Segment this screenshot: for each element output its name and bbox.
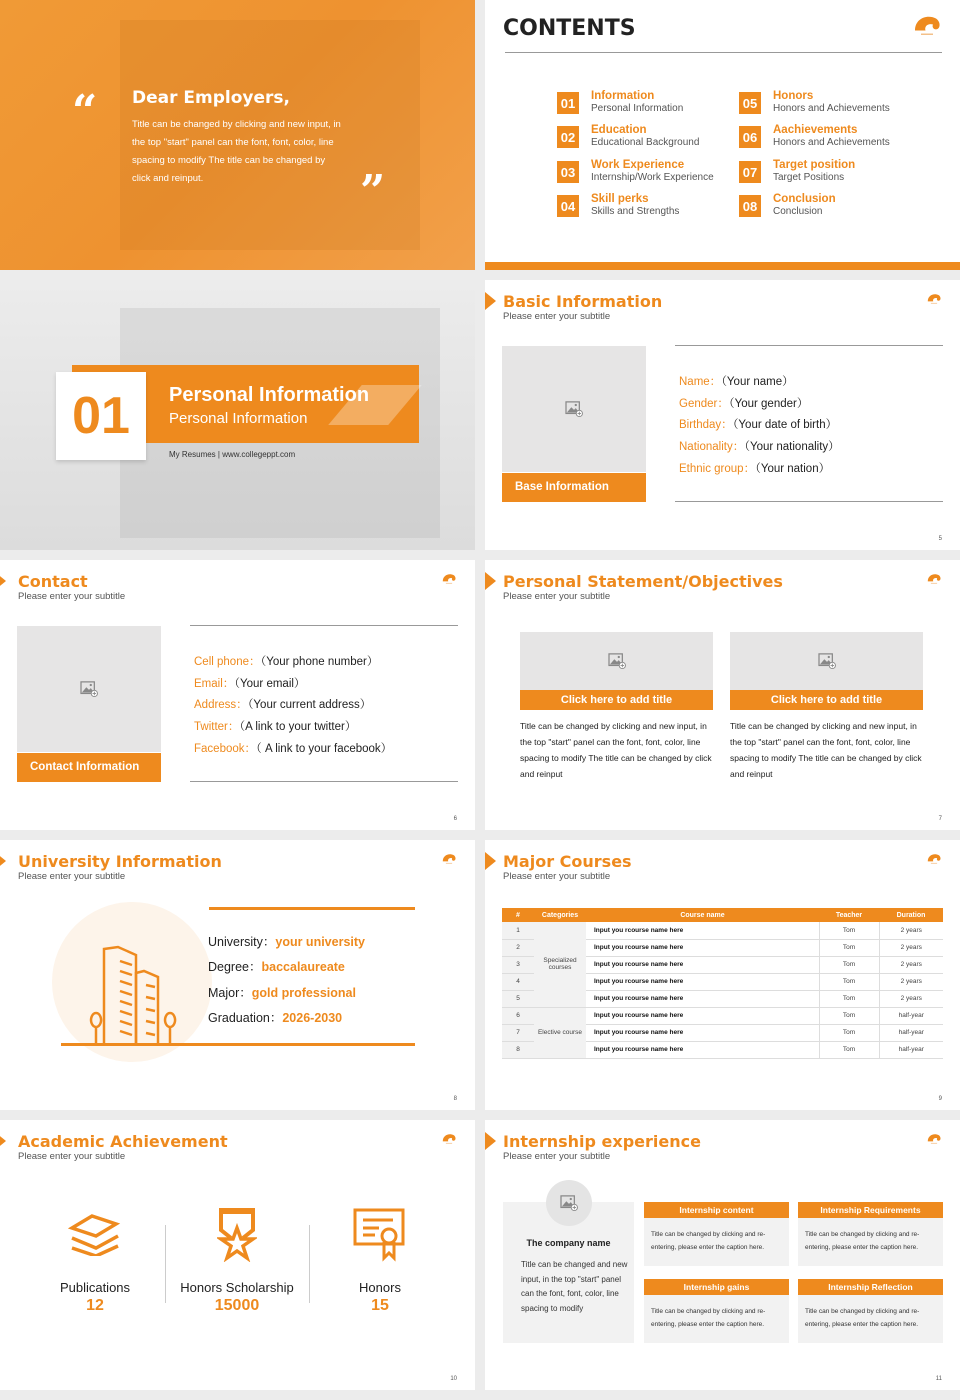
field-twitter: Twitter：（A link to your twitter） — [194, 721, 357, 734]
university-fields: University：your university Degree：baccalaureate Major：gold professional Graduation：2026-2030 — [208, 935, 365, 1025]
slide-title: Internship experience — [503, 1132, 701, 1151]
slide-title: University Information — [18, 852, 222, 871]
title-arrow-icon — [0, 572, 6, 590]
contents-item[interactable] — [739, 159, 855, 183]
close-quote-icon: ” — [360, 166, 386, 217]
add-image-icon — [560, 1195, 578, 1211]
image-placeholder[interactable] — [520, 632, 713, 690]
slide-title: Contact — [18, 572, 88, 591]
brand-logo-icon — [441, 572, 457, 586]
brand-logo-icon — [441, 1132, 457, 1146]
contents-item[interactable] — [739, 193, 836, 217]
add-image-icon — [80, 681, 98, 697]
page-number: 11 — [935, 1376, 942, 1382]
table-row: 6 Elective course Input you rcourse name here Tom half-year — [502, 1007, 943, 1024]
contents-sub: Honors and Achievements — [773, 137, 890, 148]
contents-item[interactable] — [739, 90, 890, 114]
contents-number: 08 — [739, 195, 761, 217]
add-image-icon — [608, 653, 626, 669]
box-title: Internship content — [644, 1202, 789, 1218]
internship-box — [644, 1202, 789, 1266]
contents-label: Education — [591, 124, 647, 136]
internship-box — [798, 1202, 943, 1266]
title-arrow-icon — [485, 572, 496, 590]
section-subtitle: Personal Information — [169, 410, 308, 427]
add-image-icon — [818, 653, 836, 669]
image-placeholder[interactable] — [17, 626, 161, 752]
internship-box — [644, 1279, 789, 1343]
page-number: 5 — [938, 536, 942, 542]
divider — [675, 501, 943, 502]
medal-icon — [217, 1208, 257, 1262]
box-text: Title can be changed by clicking and re-entering, please enter the caption here. — [651, 1231, 766, 1251]
brand-logo-icon — [441, 852, 457, 866]
basic-fields — [679, 372, 859, 481]
slide-major-courses — [485, 840, 960, 1110]
table-row: 5 Input you rcourse name here Tom 2 years — [502, 990, 943, 1007]
certificate-icon — [353, 1208, 407, 1262]
table-row: 2 Input you rcourse name here Tom 2 years — [502, 939, 943, 956]
contents-sub: Honors and Achievements — [773, 103, 890, 114]
field-nationality: Nationality：（Your nationality） — [679, 441, 840, 454]
books-icon — [68, 1208, 122, 1256]
brand-logo-icon — [926, 572, 942, 586]
slide-university-information — [0, 840, 475, 1110]
contents-sub: Personal Information — [591, 103, 684, 114]
slide-title: Basic Information — [503, 292, 663, 311]
contents-number: 02 — [557, 126, 579, 148]
achievement-publications: Publications 12 — [25, 1208, 165, 1315]
slide-subtitle: Please enter your subtitle — [503, 311, 611, 322]
field-facebook: Facebook：（ A link to your facebook） — [194, 742, 393, 755]
category-cell: Specialized courses — [534, 922, 586, 1007]
contents-title: CONTENTS — [503, 16, 636, 41]
contents-item[interactable] — [557, 193, 679, 217]
box-title: Internship Reflection — [798, 1279, 943, 1295]
photo-card[interactable] — [502, 346, 646, 502]
slide-cover-letter — [0, 0, 475, 270]
card-text: Title can be changed by clicking and new input, in the top "start" panel can the font, font, color, line spacing to modify The title can be changed by click and reinput — [520, 721, 712, 779]
field-ethnic-group: Ethnic group：（Your nation） — [679, 462, 831, 475]
contents-sub: Target Positions — [773, 172, 845, 183]
slide-contents — [485, 0, 960, 262]
company-logo-placeholder[interactable] — [546, 1180, 592, 1226]
title-arrow-icon — [485, 292, 496, 310]
buildings-icon — [88, 945, 178, 1045]
title-arrow-icon — [0, 1132, 6, 1150]
card-title[interactable]: Click here to add title — [730, 690, 923, 710]
field-address: Address：（Your current address） — [194, 699, 372, 712]
slide-basic-information — [485, 280, 960, 550]
title-arrow-icon — [485, 852, 496, 870]
divider — [505, 52, 942, 53]
table-row: 3 Input you rcourse name here Tom 2 years — [502, 956, 943, 973]
contents-item[interactable] — [739, 124, 890, 148]
page-number: 9 — [938, 1096, 942, 1102]
statement-card — [520, 632, 713, 782]
cover-body-text: Title can be changed by clicking and new input, in the top "start" panel can the font, font, color, line spacing to modify The title can be changed by click and reinput. — [132, 119, 341, 184]
contents-label: Information — [591, 90, 655, 102]
divider — [190, 781, 458, 782]
contact-fields — [194, 652, 454, 761]
box-text: Title can be changed by clicking and re-entering, please enter the caption here. — [805, 1308, 920, 1328]
contents-number: 07 — [739, 161, 761, 183]
table-row: 4 Input you rcourse name here Tom 2 years — [502, 973, 943, 990]
title-arrow-icon — [485, 1132, 496, 1150]
section-title: Personal Information — [169, 384, 370, 406]
contents-item[interactable] — [557, 159, 714, 183]
field-cell-phone: Cell phone：（Your phone number） — [194, 656, 379, 668]
category-cell: Elective course — [534, 1007, 586, 1058]
contents-sub: Skills and Strengths — [591, 206, 680, 217]
achievement-scholarship: Honors Scholarship 15000 — [167, 1208, 307, 1315]
divider — [675, 345, 943, 346]
page-number: 10 — [450, 1376, 457, 1382]
slide-subtitle: Please enter your subtitle — [503, 871, 611, 882]
contents-number: 01 — [557, 92, 579, 114]
box-text: Title can be changed by clicking and re-entering, please enter the caption here. — [805, 1231, 920, 1251]
company-text: Title can be changed and new input, in the top "start" panel can the font, font, color, line spacing to modify — [521, 1260, 628, 1313]
add-image-icon — [565, 401, 583, 417]
brand-logo-icon — [926, 852, 942, 866]
slide-personal-statement — [485, 560, 960, 830]
page-number: 6 — [453, 816, 457, 822]
contents-sub: Educational Background — [591, 137, 700, 148]
slide-subtitle: Please enter your subtitle — [18, 591, 126, 602]
box-title: Internship gains — [644, 1279, 789, 1295]
divider — [190, 625, 458, 626]
contents-number: 05 — [739, 92, 761, 114]
divider — [165, 1225, 166, 1303]
brand-logo-icon — [912, 12, 942, 40]
contents-number: 06 — [739, 126, 761, 148]
slide-academic-achievement — [0, 1120, 475, 1390]
field-birthday: Birthday：（Your date of birth） — [679, 419, 838, 432]
internship-box — [798, 1279, 943, 1343]
page-number: 7 — [938, 816, 942, 822]
statement-card — [730, 632, 923, 782]
brand-logo-icon — [926, 292, 942, 306]
table-row: 8 Input you rcourse name here Tom half-year — [502, 1041, 943, 1058]
courses-table — [502, 908, 943, 1059]
slide-subtitle: Please enter your subtitle — [503, 1151, 611, 1162]
section-footer: My Resumes | www.collegeppt.com — [169, 450, 296, 459]
slide-subtitle: Please enter your subtitle — [18, 1151, 126, 1162]
photo-caption: Contact Information — [17, 753, 161, 782]
field-email: Email：（Your email） — [194, 677, 306, 690]
contents-number: 03 — [557, 161, 579, 183]
slide-internship-experience — [485, 1120, 960, 1390]
contents-label: Conclusion — [773, 193, 836, 205]
contents-label: Target position — [773, 159, 856, 171]
slide-contact — [0, 560, 475, 830]
contents-bottom-bar — [485, 262, 960, 270]
open-quote-icon: “ — [72, 86, 98, 137]
slide-title: Personal Statement/Objectives — [503, 572, 783, 591]
contents-item[interactable] — [557, 124, 699, 148]
card-title[interactable]: Click here to add title — [520, 690, 713, 710]
contents-label: Honors — [773, 90, 814, 102]
contents-label: Aachievements — [773, 124, 858, 136]
table-header: # Categories Course name Teacher Duration — [502, 908, 943, 922]
cover-heading: Dear Employers, — [132, 88, 290, 108]
table-row: 1 Specialized courses Input you rcourse name here Tom 2 years — [502, 922, 943, 939]
title-arrow-icon — [0, 852, 6, 870]
slide-subtitle: Please enter your subtitle — [18, 871, 126, 882]
contents-sub: Conclusion — [773, 206, 823, 217]
contents-sub: Internship/Work Experience — [591, 172, 714, 183]
photo-card[interactable] — [17, 626, 161, 782]
field-name: Name：（Your name） — [679, 376, 794, 388]
table-row: 7 Input you rcourse name here Tom half-year — [502, 1024, 943, 1041]
brand-logo-icon — [926, 1132, 942, 1146]
field-gender: Gender：（Your gender） — [679, 397, 809, 410]
contents-number: 04 — [557, 195, 579, 217]
slide-title: Major Courses — [503, 852, 632, 871]
box-title: Internship Requirements — [798, 1202, 943, 1218]
achievement-honors: Honors 15 — [310, 1208, 450, 1315]
image-placeholder[interactable] — [730, 632, 923, 690]
slide-title: Academic Achievement — [18, 1132, 228, 1151]
company-name: The company name — [526, 1238, 611, 1248]
ground-line — [61, 1043, 415, 1046]
slide-section-divider — [0, 280, 475, 550]
photo-caption: Base Information — [502, 473, 646, 502]
contents-label: Work Experience — [591, 159, 685, 171]
section-number: 01 — [56, 372, 146, 460]
contents-item[interactable] — [557, 90, 683, 114]
box-text: Title can be changed by clicking and re-entering, please enter the caption here. — [651, 1308, 766, 1328]
card-text: Title can be changed by clicking and new input, in the top "start" panel can the font, font, color, line spacing to modify The title can be changed by click and reinput — [730, 721, 922, 779]
page-number: 8 — [453, 1096, 457, 1102]
contents-label: Skill perks — [591, 193, 649, 205]
top-accent-line — [209, 907, 415, 910]
slide-subtitle: Please enter your subtitle — [503, 591, 611, 602]
image-placeholder[interactable] — [502, 346, 646, 472]
